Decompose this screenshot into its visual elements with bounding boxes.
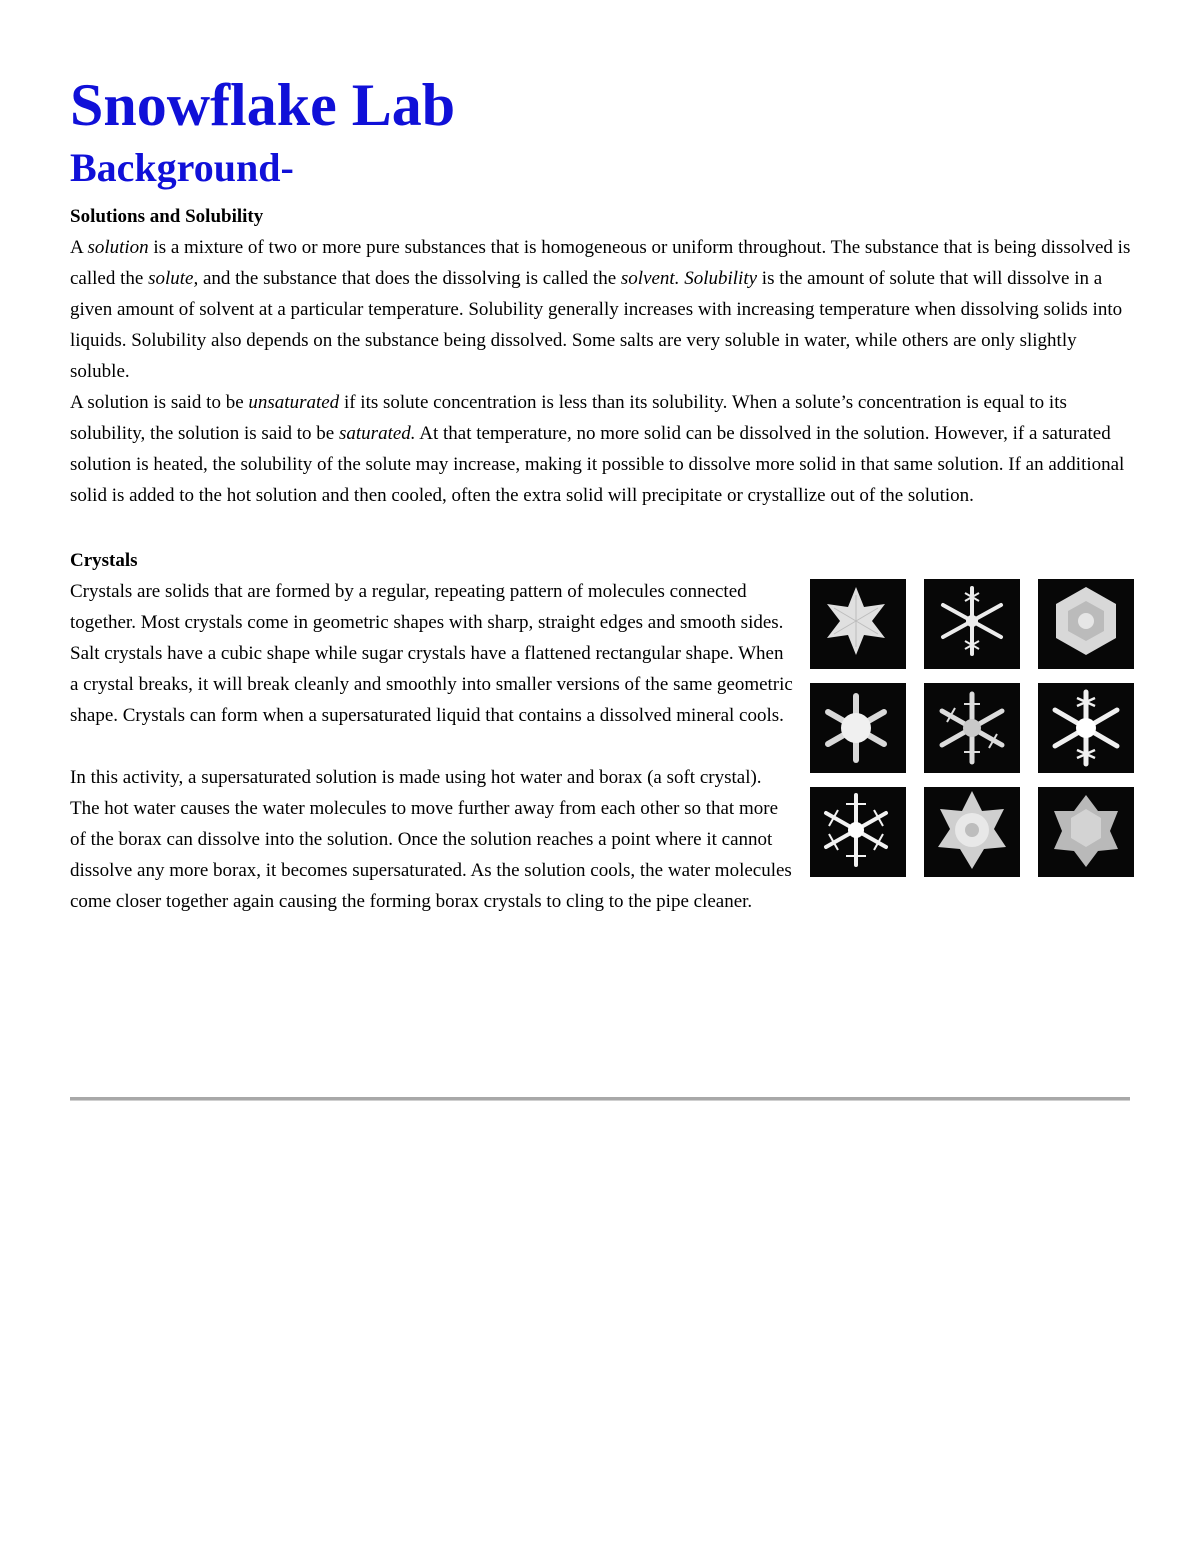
snowflake-photo [810, 579, 906, 669]
snowflake-image [1038, 787, 1134, 877]
document-page [70, 70, 1132, 917]
snowflake-photo-grid [810, 579, 1134, 877]
snowflake-photo [1038, 787, 1134, 877]
snowflake-image [924, 787, 1020, 877]
snowflake-photo [924, 787, 1020, 877]
solutions-heading: Solutions and Solubility [70, 206, 264, 227]
solutions-paragraph-2: A solution is said to be unsaturated if its solute concentration is less than its solubility. When a solute’s concentration is equal to its solubility, the solution is said to be saturated. At that temperature, no more solid can be dissolved in the solution. However, if a saturated solution is heated, the solubility of the solute may increase, making it possible to dissolve more solid in that same solution. If an additional solid is added to the hot solution and then cooled, often the extra solid will precipitate or crystallize out of the solution. [70, 392, 1125, 506]
snowflake-photo [1038, 579, 1134, 669]
crystals-heading: Crystals [70, 550, 138, 571]
term-saturated: saturated. [339, 423, 416, 444]
snowflake-image [810, 579, 906, 669]
page-title: Snowflake Lab [70, 72, 456, 138]
snowflake-photo [810, 683, 906, 773]
snowflake-image [924, 683, 1020, 773]
term-solute: solute, [148, 268, 199, 289]
horizontal-divider [70, 1097, 1130, 1101]
snowflake-photo [1038, 683, 1134, 773]
crystals-paragraph-2: In this activity, a supersaturated solution is made using hot water and borax (a soft crystal). The hot water causes the water molecules to move further away from each other so that more of the borax can dissolve into the solution. Once the solution reaches a point where it cannot dissolve any more borax, it becomes supersaturated. As the solution cools, the water molecules come closer together again causing the forming borax crystals to cling to the pipe cleaner. [70, 767, 792, 912]
solutions-paragraph-1: A solution is a mixture of two or more pure substances that is homogeneous or uniform throughout. The substance that is being dissolved is called the solute, and the substance that does the dissolving is called the solvent. Solubility is the amount of solute that will dissolve in a given amount of solvent at a particular temperature. Solubility generally increases with increasing temperature when dissolving solids into liquids. Solubility also depends on the substance being dissolved. Some salts are very soluble in water, while others are only slightly soluble. [70, 237, 1131, 382]
term-solubility: Solubility [684, 268, 758, 289]
crystals-paragraph-1: Crystals are solids that are formed by a regular, repeating pattern of molecules connected together. Most crystals come in geometric shapes with sharp, straight edges and smooth sides. Salt crystals have a cubic shape while sugar crystals have a flattened rectangular shape. When a crystal breaks, it will break cleanly and smoothly into smaller versions of the same geometric shape. Crystals can form when a supersaturated liquid that contains a dissolved mineral cools. [70, 581, 793, 726]
snowflake-photo [924, 579, 1020, 669]
snowflake-image [810, 787, 906, 877]
term-unsaturated: unsaturated [248, 392, 340, 413]
snowflake-photo [810, 787, 906, 877]
snowflake-image [810, 683, 906, 773]
term-solvent: solvent. [620, 268, 680, 289]
background-heading: Background- [70, 145, 294, 190]
snowflake-photo [924, 683, 1020, 773]
snowflake-image [924, 579, 1020, 669]
snowflake-image [1038, 579, 1134, 669]
term-solution: solution [87, 237, 149, 258]
snowflake-image [1038, 683, 1134, 773]
